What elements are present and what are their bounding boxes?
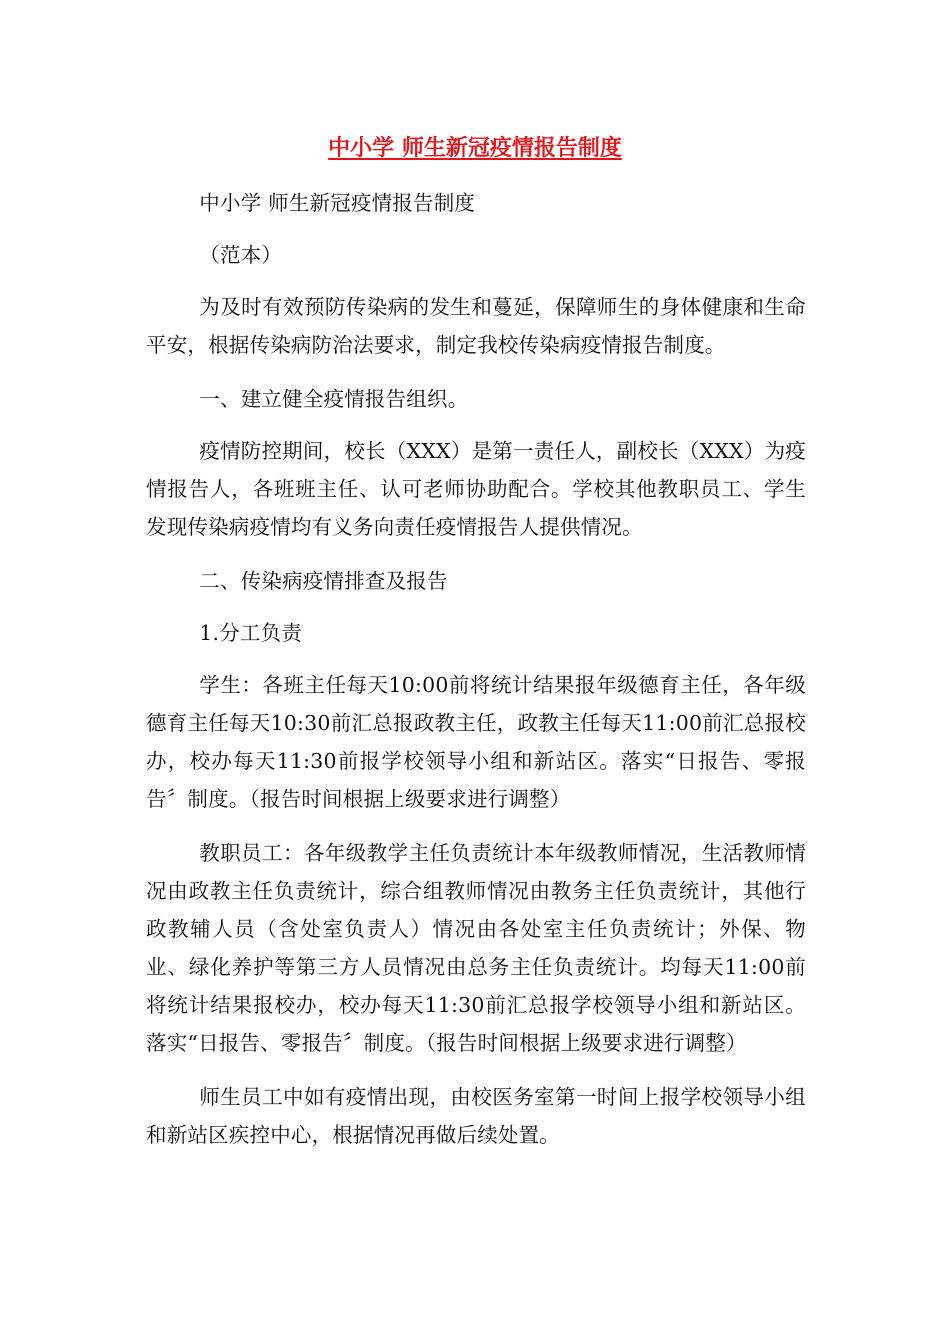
- students-paragraph: 学生：各班主任每天10:00前将统计结果报年级德育主任，各年级德育主任每天10:30前汇总报政教主任，政教主任每天11:00前汇总报校办，校办每天11:30前报学校领导小组和新站区。落实“日报告、零报告〞制度。（报告时间根据上级要求进行调整）: [146, 673, 806, 811]
- section-heading-1: 一、建立健全疫情报告组织。: [199, 387, 469, 411]
- subtitle-paragraph: 中小学 师生新冠疫情报告制度: [199, 191, 476, 215]
- template-note: （范本）: [199, 243, 283, 267]
- document-body: [146, 184, 806, 1170]
- staff-paragraph: 教职员工：各年级教学主任负责统计本年级教师情况，生活教师情况由政教主任负责统计，综合组教师情况由教务主任负责统计，其他行政教辅人员（含处室负责人）情况由各处室主任负责统计；外保、物业、绿化养护等第三方人员情况由总务主任负责统计。均每天11:00前将统计结果报校办，校办每天11:30前汇总报学校领导小组和新站区。落实“日报告、零报告〞制度。（报告时间根据上级要求进行调整）: [146, 841, 806, 1055]
- outbreak-paragraph: 师生员工中如有疫情出现，由校医务室第一时间上报学校领导小组和新站区疾控中心，根据情况再做后续处置。: [146, 1085, 806, 1147]
- responsibility-paragraph: 疫情防控期间，校长（XXX）是第一责任人，副校长（XXX）为疫情报告人，各班班主任、认可老师协助配合。学校其他教职员工、学生发现传染病疫情均有义务向责任疫情报告人提供情况。: [146, 439, 806, 539]
- section-heading-2: 二、传染病疫情排查及报告: [199, 569, 448, 593]
- intro-paragraph: 为及时有效预防传染病的发生和蔓延，保障师生的身体健康和生命平安，根据传染病防治法要求，制定我校传染病疫情报告制度。: [146, 295, 806, 357]
- document-title: 中小学 师生新冠疫情报告制度: [328, 136, 622, 161]
- subsection-heading-1: 1.分工负责: [199, 621, 303, 645]
